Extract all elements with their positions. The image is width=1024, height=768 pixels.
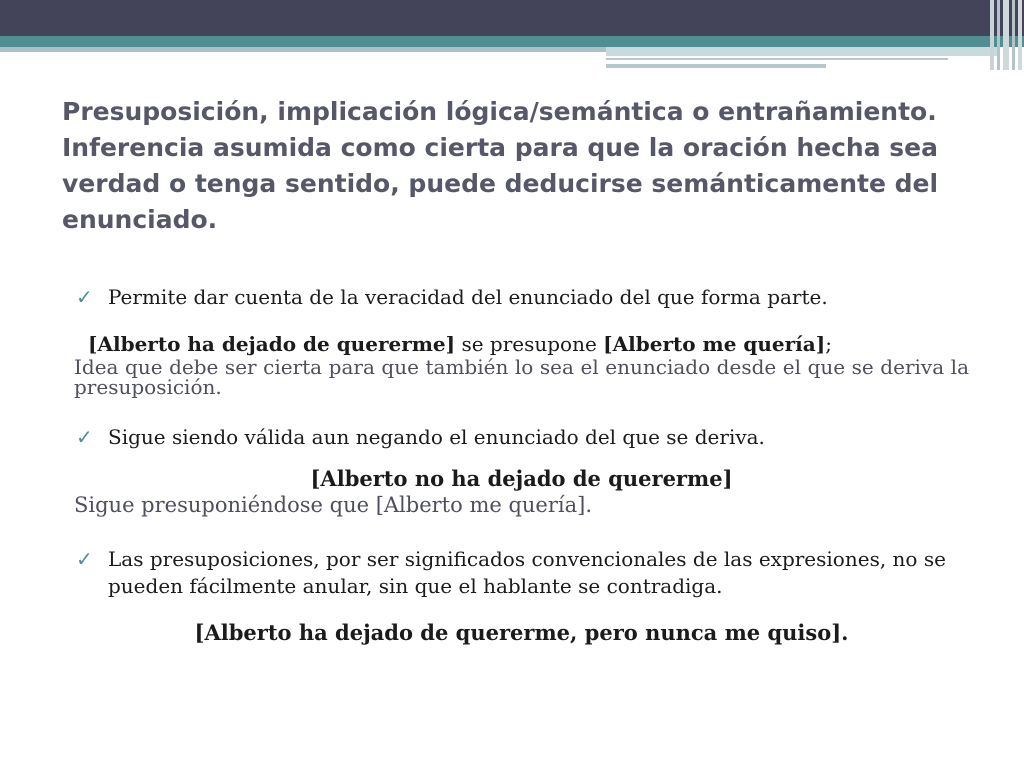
header-vertical-stripe <box>1018 0 1022 70</box>
header-vertical-stripe <box>990 0 994 70</box>
title-regular: Inferencia asumida como cierta para que la oración hecha sea verdad o tenga sentido, puede deducirse semánticamente del enunciado. <box>62 133 939 234</box>
bullet-text: Sigue siendo válida aun negando el enunciado del que se deriva. <box>108 425 765 449</box>
bullet-item <box>74 284 969 310</box>
header-vertical-stripe <box>1003 0 1009 70</box>
bullet-text: Las presuposiciones, por ser significados convencionales de las expresiones, no se pueden fácilmente anular, sin que el hablante se contradiga. <box>108 547 946 598</box>
header-band-teal <box>0 36 1024 47</box>
header-band-light <box>0 47 606 52</box>
example1-bracket2: [Alberto me quería] <box>603 332 826 356</box>
header-vertical-stripe <box>997 0 1000 70</box>
header-band-light-right <box>606 47 998 56</box>
example-block-1 <box>74 331 969 397</box>
header-rule-1 <box>606 58 948 60</box>
example1-semicolon: ; <box>825 332 832 356</box>
slide-body <box>74 280 969 646</box>
header-vertical-stripe <box>1012 0 1015 70</box>
title-bold: Presuposición, implicación lógica/semántica o entrañamiento. <box>62 97 937 126</box>
example1-connector: se presupone <box>455 332 604 356</box>
header-band-dark <box>0 0 1024 36</box>
example2-negated: [Alberto no ha dejado de quererme] <box>310 466 733 491</box>
slide-title <box>62 94 962 238</box>
example1-explanation: Idea que debe ser cierta para que también lo sea el enunciado desde el que se deriva la presuposición. <box>74 355 969 399</box>
example3-contradiction: [Alberto ha dejado de quererme, pero nunca me quiso]. <box>194 620 849 645</box>
check-icon: ✓ <box>76 425 93 449</box>
header-rule-2 <box>606 64 826 68</box>
bullet-item <box>74 546 969 600</box>
example1-line <box>74 331 969 357</box>
bullet-text: Permite dar cuenta de la veracidad del enunciado del que forma parte. <box>108 285 828 309</box>
example2-continuation: Sigue presuponiéndose que [Alberto me quería]. <box>74 493 592 517</box>
check-icon: ✓ <box>76 547 93 571</box>
bullet-item <box>74 424 969 450</box>
check-icon: ✓ <box>76 285 93 309</box>
example1-bracket1: [Alberto ha dejado de quererme] <box>88 332 456 356</box>
